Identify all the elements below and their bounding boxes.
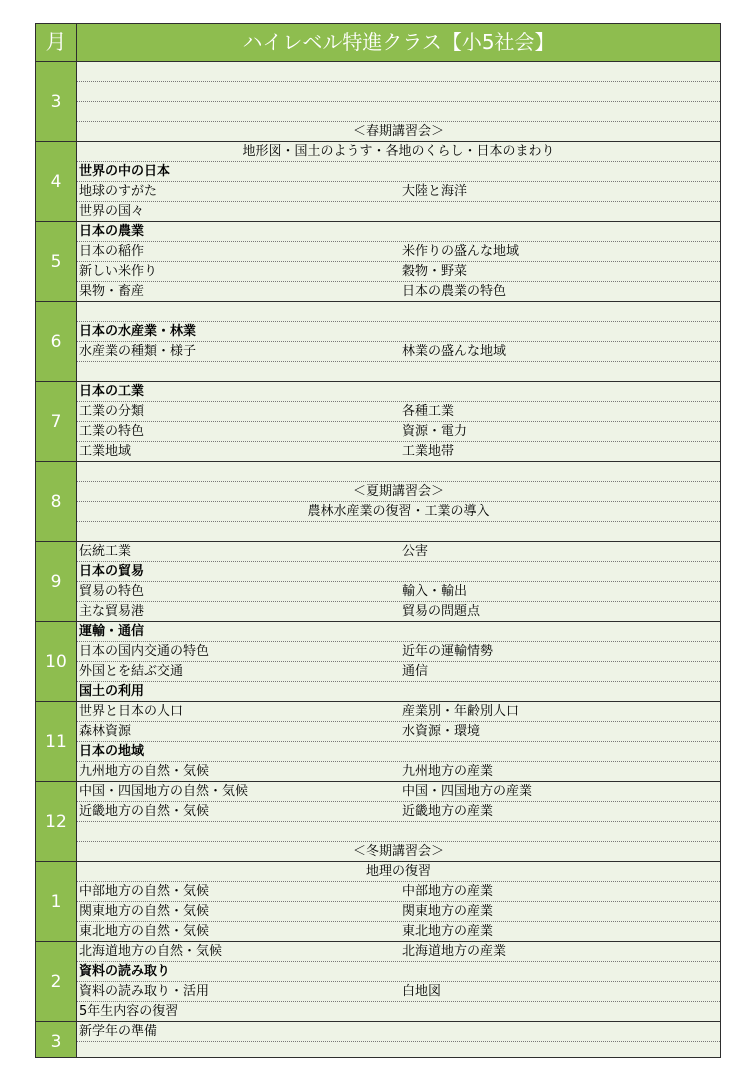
- table-row: [77, 322, 720, 342]
- topic-left: 森林資源: [79, 724, 132, 739]
- table-row: [77, 722, 720, 742]
- month-column-header: 月: [36, 24, 77, 61]
- table-row: [77, 302, 720, 322]
- table-row: [77, 822, 720, 842]
- month-label: 5: [36, 222, 76, 302]
- month-label: 1: [36, 862, 76, 942]
- topic-left: 日本の稲作: [79, 244, 145, 259]
- topic-left: 伝統工業: [79, 544, 132, 559]
- topic-right: 関東地方の産業: [402, 904, 494, 919]
- month-label: 9: [36, 542, 76, 622]
- topic-right: 中部地方の産業: [402, 884, 494, 899]
- topic-left: 外国とを結ぶ交通: [79, 664, 184, 679]
- unit-heading: 資料の読み取り: [79, 964, 171, 979]
- topic-right: 中国・四国地方の産業: [402, 784, 533, 799]
- table-row: [77, 762, 720, 782]
- table-row: [77, 122, 720, 142]
- topic-left: 日本の国内交通の特色: [79, 644, 210, 659]
- topic-left: 中国・四国地方の自然・気候: [79, 784, 249, 799]
- table-row: [77, 342, 720, 362]
- topic-left: 東北地方の自然・気候: [79, 924, 210, 939]
- topic-left: 主な貿易港: [79, 604, 145, 619]
- topic-right: 日本の農業の特色: [402, 284, 507, 299]
- table-row: [77, 62, 720, 82]
- table-row: [77, 902, 720, 922]
- table-row: [77, 962, 720, 982]
- session-note: 地形図・国土のようす・各地のくらし・日本のまわり: [242, 144, 555, 159]
- table-row: [77, 522, 720, 542]
- session-note: ＜春期講習会＞: [352, 124, 444, 139]
- unit-heading: 日本の貿易: [79, 564, 145, 579]
- session-note: ＜夏期講習会＞: [352, 484, 444, 499]
- topic-left: 九州地方の自然・気候: [79, 764, 210, 779]
- topic-right: 林業の盛んな地域: [402, 344, 507, 359]
- topic-left: 貿易の特色: [79, 584, 145, 599]
- table-title: ハイレベル特進クラス【小5社会】: [242, 30, 555, 54]
- table-row: [77, 282, 720, 302]
- month-label: 2: [36, 942, 76, 1022]
- unit-heading: 世界の中の日本: [79, 164, 171, 179]
- table-row: [77, 802, 720, 822]
- curriculum-rows: [77, 62, 720, 1057]
- month-label: 3: [50, 1032, 62, 1052]
- topic-right: 穀物・野菜: [402, 264, 468, 279]
- table-row: [77, 102, 720, 122]
- table-row: [77, 682, 720, 702]
- month-label: 8: [36, 462, 76, 542]
- topic-right: 白地図: [402, 984, 442, 999]
- topic-left: 果物・畜産: [79, 284, 145, 299]
- table-row: [77, 262, 720, 282]
- topic-right: 工業地帯: [402, 444, 455, 459]
- table-row: [77, 702, 720, 722]
- unit-heading: 日本の工業: [79, 384, 145, 399]
- topic-right: 九州地方の産業: [402, 764, 494, 779]
- topic-left: 地球のすがた: [79, 184, 158, 199]
- schedule-table: [35, 23, 721, 1058]
- table-row: [77, 502, 720, 522]
- unit-heading: 日本の水産業・林業: [79, 324, 197, 339]
- table-row: [77, 142, 720, 162]
- topic-right: 各種工業: [402, 404, 455, 419]
- topic-left: 中部地方の自然・気候: [79, 884, 210, 899]
- topic-right: 輸入・輸出: [402, 584, 468, 599]
- unit-heading: 日本の農業: [79, 224, 145, 239]
- topic-left: 5年生内容の復習: [79, 1004, 179, 1019]
- month-label: 10: [36, 622, 76, 702]
- month-label: 7: [36, 382, 76, 462]
- table-row: [77, 382, 720, 402]
- topic-right: 水資源・環境: [402, 724, 481, 739]
- month-label: 11: [36, 702, 76, 782]
- topic-right: 産業別・年齢別人口: [402, 704, 520, 719]
- topic-left: 関東地方の自然・気候: [79, 904, 210, 919]
- table-row: [77, 422, 720, 442]
- table-row: [77, 582, 720, 602]
- table-row: [77, 622, 720, 642]
- table-row: [77, 82, 720, 102]
- topic-right: 東北地方の産業: [402, 924, 494, 939]
- topic-right: 通信: [402, 664, 429, 679]
- table-row: [77, 742, 720, 762]
- table-row: [77, 362, 720, 382]
- topic-right: 公害: [402, 544, 429, 559]
- topic-left: 北海道地方の自然・気候: [79, 944, 223, 959]
- table-row: [77, 162, 720, 182]
- table-row: [77, 882, 720, 902]
- table-row: [77, 782, 720, 802]
- topic-left: 資料の読み取り・活用: [79, 984, 210, 999]
- session-note: ＜冬期講習会＞: [352, 844, 444, 859]
- month-label: 4: [36, 142, 76, 222]
- table-row: [77, 242, 720, 262]
- unit-heading: 運輸・通信: [79, 624, 145, 639]
- table-row: [77, 222, 720, 242]
- topic-left: 新しい米作り: [79, 264, 158, 279]
- topic-left: 工業の特色: [79, 424, 145, 439]
- topic-right: 資源・電力: [402, 424, 468, 439]
- table-header: [36, 24, 720, 62]
- table-row: [77, 562, 720, 582]
- topic-left: 近畿地方の自然・気候: [79, 804, 210, 819]
- topic-right: 近年の運輸情勢: [402, 644, 494, 659]
- table-row: [77, 482, 720, 502]
- month-column: [36, 62, 77, 1057]
- table-row: [77, 862, 720, 882]
- unit-heading: 国土の利用: [79, 684, 145, 699]
- table-row: [77, 602, 720, 622]
- topic-left: 世界と日本の人口: [79, 704, 184, 719]
- month-label: 6: [36, 302, 76, 382]
- topic-right: 北海道地方の産業: [402, 944, 507, 959]
- session-note: 農林水産業の復習・工業の導入: [307, 504, 490, 519]
- table-row: [77, 982, 720, 1002]
- month-label: 12: [36, 782, 76, 862]
- table-row: [77, 1022, 720, 1042]
- table-row: [77, 1002, 720, 1022]
- session-note: 地理の復習: [365, 864, 431, 879]
- table-row: [77, 542, 720, 562]
- table-row: [77, 202, 720, 222]
- topic-left: 水産業の種類・様子: [79, 344, 197, 359]
- table-row: [77, 942, 720, 962]
- unit-heading: 日本の地域: [79, 744, 145, 759]
- table-row: [77, 642, 720, 662]
- topic-right: 大陸と海洋: [402, 184, 468, 199]
- month-label: 3: [36, 62, 76, 142]
- topic-left: 新学年の準備: [79, 1024, 158, 1039]
- topic-right: 米作りの盛んな地域: [402, 244, 520, 259]
- table-row: [77, 182, 720, 202]
- table-row: [77, 442, 720, 462]
- table-row: [77, 922, 720, 942]
- topic-right: 近畿地方の産業: [402, 804, 494, 819]
- table-row: [77, 462, 720, 482]
- table-row: [77, 842, 720, 862]
- topic-left: 工業の分類: [79, 404, 145, 419]
- table-row: [77, 402, 720, 422]
- topic-left: 工業地域: [79, 444, 132, 459]
- table-row: [77, 1042, 720, 1062]
- table-row: [77, 662, 720, 682]
- topic-left: 世界の国々: [79, 204, 145, 219]
- topic-right: 貿易の問題点: [402, 604, 481, 619]
